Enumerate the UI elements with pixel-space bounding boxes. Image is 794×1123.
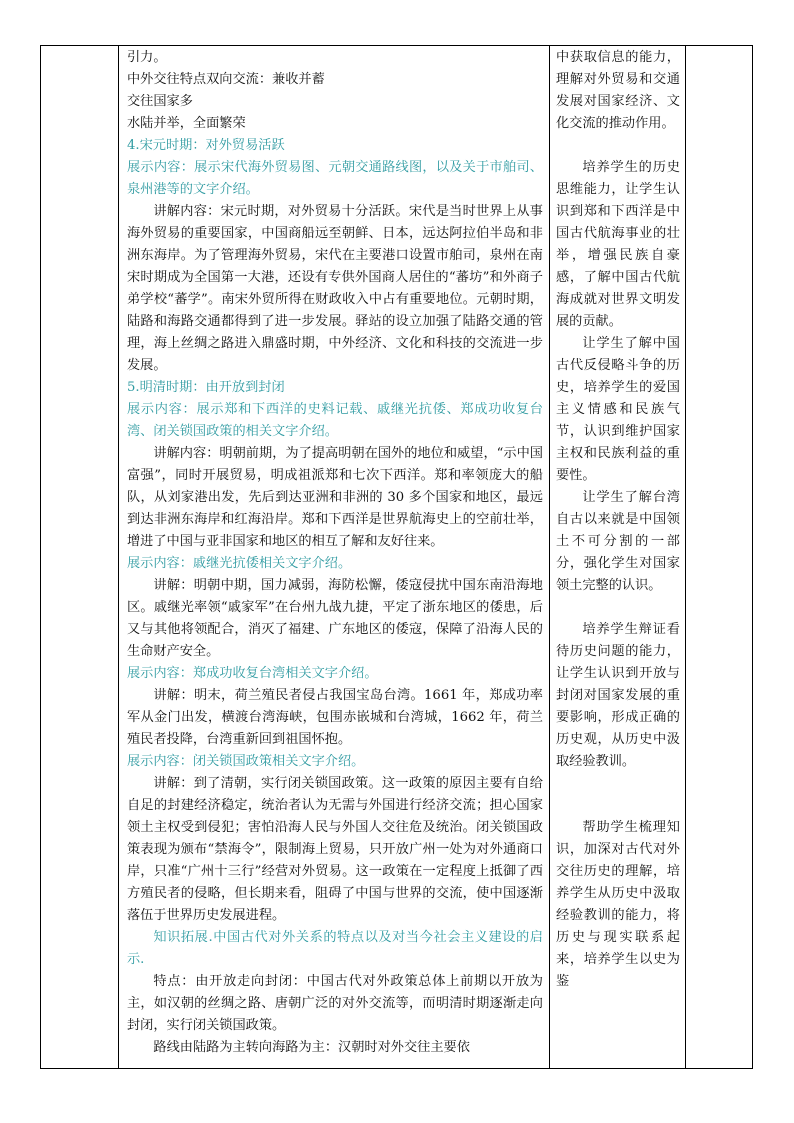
lecture-paragraph: 讲解：明末，荷兰殖民者侵占我国宝岛台湾。1661 年，郑成功率军从金门出发，横渡台湾海峡，包围赤嵌城和台湾城，1662 年，荷兰殖民者投降，台湾重新回到祖国怀抱。 — [127, 688, 543, 747]
knowledge-extension: 知识拓展.中国古代对外关系的特点以及对当今社会主义建设的启示. — [127, 930, 543, 967]
main-content-column — [127, 47, 543, 1059]
lecture-paragraph: 讲解：明朝中期，国力减弱，海防松懈，倭寇侵扰中国东南沿海地区。戚继光率领“戚家军”在台州九战九捷，平定了浙东地区的倭患，后又与其他将领配合，消灭了福建、广东地区的倭寇，保障了沿海人民的生命财产安全。 — [127, 578, 543, 659]
text-line: 引力。 — [127, 50, 167, 65]
text-line: 中外交往特点双向交流：兼收并蓄 — [127, 72, 325, 87]
column-divider-1 — [118, 45, 119, 1068]
section-heading-ming-qing: 5.明清时期：由开放到封闭 — [127, 380, 285, 395]
display-content: 展示内容：郑成功收复台湾相关文字介绍。 — [127, 666, 378, 681]
section-heading-song-yuan: 4.宋元时期：对外贸易活跃 — [127, 138, 285, 153]
intent-paragraph: 培养学生的历史思维能力，让学生认识到郑和下西洋是中国古代航海事业的壮举，增强民族自豪感，了解中国古代航海成就对世界文明发展的贡献。 — [556, 160, 680, 329]
characteristics-paragraph: 特点：由开放走向封闭：中国古代对外政策总体上前期以开放为主，如汉朝的丝绸之路、唐朝广泛的对外交流等，而明清时期逐渐走向封闭，实行闭关锁国政策。 — [127, 974, 543, 1033]
intent-paragraph: 培养学生辩证看待历史问题的能力，让学生认识到开放与封闭对国家发展的重要影响，形成正确的历史观，从历史中汲取经验教训。 — [556, 622, 680, 769]
display-content: 展示内容：展示郑和下西洋的史料记载、戚继光抗倭、郑成功收复台湾、闭关锁国政策的相关文字介绍。 — [127, 402, 543, 439]
lecture-paragraph: 讲解内容：宋元时期，对外贸易十分活跃。宋代是当时世界上从事海外贸易的重要国家，中国商船远至朝鲜、日本，远达阿拉伯半岛和非洲东海岸。为了管理海外贸易，宋代在主要港口设置市舶司，泉州在南宋时期成为全国第一大港，还设有专供外国商人居住的“蕃坊”和外商子弟学校“蕃学”。南宋外贸所得在财政收入中占有重要地位。元朝时期，陆路和海路交通都得到了进一步发展。驿站的设立加强了陆路交通的管理，海上丝绸之路进入鼎盛时期，中外经济、文化和科技的交流进一步发展。 — [127, 204, 543, 373]
intent-paragraph: 让学生了解中国古代反侵略斗争的历史，培养学生的爱国主义情感和民族气节，认识到维护国家主权和民族利益的重要性。 — [556, 336, 680, 483]
column-divider-3 — [685, 45, 686, 1068]
text-line: 交往国家多 — [127, 94, 193, 109]
route-paragraph: 路线由陆路为主转向海路为主：汉朝时对外交往主要依 — [153, 1040, 470, 1055]
intent-paragraph: 中获取信息的能力，理解对外贸易和交通发展对国家经济、文化交流的推动作用。 — [556, 50, 680, 131]
intent-paragraph: 帮助学生梳理知识，加深对古代对外交往历史的理解，培养学生从历史中汲取经验教训的能力，将历史与现实联系起来，培养学生以史为鉴 — [556, 820, 680, 989]
lecture-paragraph: 讲解：到了清朝，实行闭关锁国政策。这一政策的原因主要有自给自足的封建经济稳定，统治者认为无需与外国进行经济交流；担心国家领土主权受到侵犯；害怕沿海人民与外国人交往危及统治。闭关锁国政策表现为颁布“禁海令”，限制海上贸易，只开放广州一处为对外通商口岸，只准“广州十三行”经营对外贸易。这一政策在一定程度上抵御了西方殖民者的侵略，但长期来看，阻碍了中国与世界的交流，使中国逐渐落伍于世界历史发展进程。 — [127, 776, 543, 923]
text-line: 水陆并举，全面繁荣 — [127, 116, 246, 131]
display-content: 展示内容：闭关锁国政策相关文字介绍。 — [127, 754, 365, 769]
display-content: 展示内容：展示宋代海外贸易图、元朝交通路线图，以及关于市舶司、泉州港等的文字介绍。 — [127, 160, 543, 197]
design-intent-column — [556, 47, 680, 993]
column-divider-2 — [549, 45, 550, 1068]
intent-paragraph: 让学生了解台湾自古以来就是中国领土不可分割的一部分，强化学生对国家领土完整的认识。 — [556, 490, 680, 593]
lecture-paragraph: 讲解内容：明朝前期，为了提高明朝在国外的地位和威望，“示中国富强”，同时开展贸易，明成祖派郑和七次下西洋。郑和率领庞大的船队，从刘家港出发，先后到达亚洲和非洲的 30 多个国家和地区，最远到达非洲东海岸和红海沿岸。郑和下西洋是世界航海史上的空前壮举，增进了中国与亚非国家和地区的相互了解和友好往来。 — [127, 446, 543, 549]
display-content: 展示内容：戚继光抗倭相关文字介绍。 — [127, 556, 352, 571]
